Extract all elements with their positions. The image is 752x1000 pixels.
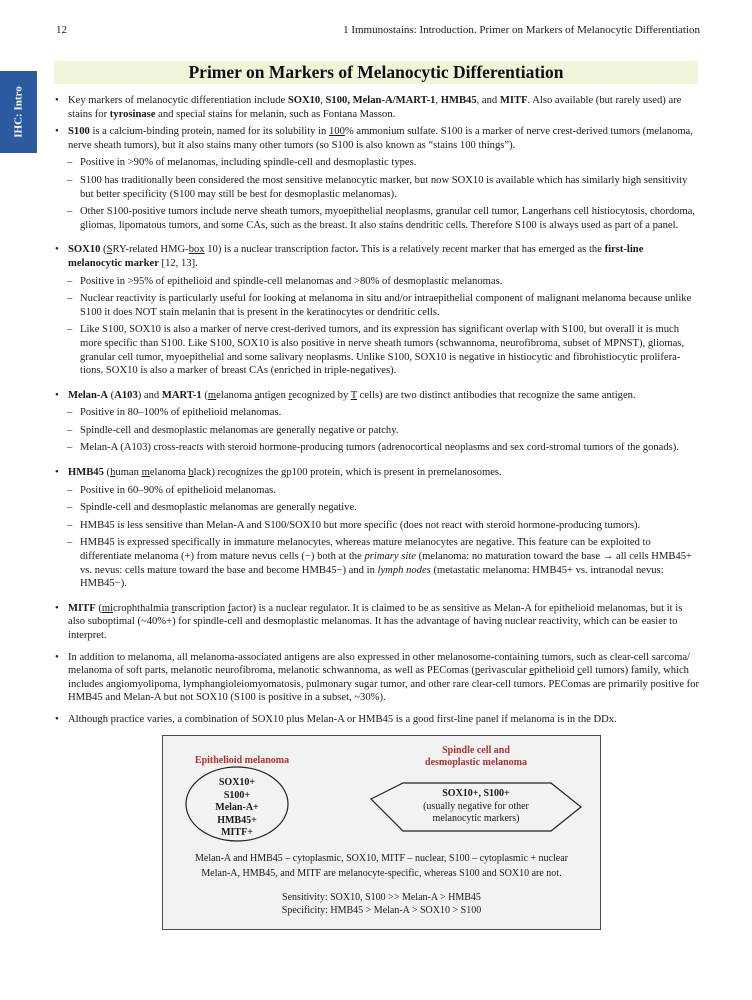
- sox10-subitem: – Nuclear reactivity is particularly useful for looking at melanoma in situ and/or intraepithelial component of malignant melanoma because unlike S100 it does NOT stain melanin that is present in the keratinocytes or dendritic cells.: [54, 292, 700, 319]
- melan-a-subitem: – Positive in 80–100% of epithelioid melanomas.: [54, 406, 700, 420]
- s100-subitem: – Other S100-positive tumors include nerve sheath tumors, myoepithelial neoplasms, granular cell tumor, Langerhans cell histiocytosis, chordoma, gliomas, lipomatous tumors, and some CAs, such as the breast. It also stains dendritic cells. Therefore S100 is always used as part of a panel.: [54, 205, 700, 232]
- sox10-subitem: – Positive in >95% of epithelioid and spindle-cell melanomas and >80% of desmoplastic melanomas.: [54, 275, 700, 289]
- hmb45-subitem: – HMB45 is expressed specifically in immature melanocytes, whereas mature melanocytes are negative. This feature can be exploited to differentiate melanoma (+) from mature nevus cells (−) both at the primary site (melanoma: no maturation toward the base → all cells HMB45+ vs. nevus: cells mature toward the base and become HMB45−) and in lymph nodes (metastatic melanoma: HMB45+ vs. intranodal nevus: HMB45−).: [54, 536, 700, 590]
- localization-note: Melan-A and HMB45 – cytoplasmic, SOX10, MITF – nuclear, S100 – cytoplasmic + nuclear Melan-A, HMB45, and MITF are melanocyte-specific, whereas S100 and SOX10 are not.: [195, 853, 568, 879]
- bullet-hmb45: • HMB45 (human melanoma black) recognizes the gp100 protein, which is present in premelanosomes.: [54, 466, 700, 480]
- s100-subitem: – Positive in >90% of melanomas, including spindle-cell and desmoplastic types.: [54, 156, 700, 170]
- bullet-key-markers: • Key markers of melanocytic differentiation include SOX10, S100, Melan-A/MART-1, HMB45, and MITF. Also available (but rarely used) are stains for tyrosinase and special stains for melanin, such as Fontana Masson.: [54, 94, 700, 121]
- hmb45-subitem: – HMB45 is less sensitive than Melan-A and S100/SOX10 but more specific (does not react with steroid hormone-producing tumors).: [54, 519, 700, 533]
- bullet-panel: • Although practice varies, a combination of SOX10 plus Melan-A or HMB45 is a good first-line panel if melanoma is in the DDx.: [54, 713, 700, 727]
- hmb45-subitem: – Spindle-cell and desmoplastic melanomas are generally negative.: [54, 501, 700, 515]
- marker-item: S100+: [223, 789, 251, 801]
- page-number: 12: [56, 24, 67, 36]
- sensitivity-specificity: Sensitivity: SOX10, S100 >> Melan-A > HMB45 Specificity: HMB45 > Melan-A > SOX10 > S100: [281, 892, 482, 916]
- summary-figure: [162, 735, 601, 930]
- section-side-tab[interactable]: [0, 71, 37, 153]
- epithelioid-markers: [197, 777, 277, 840]
- page-title: Primer on Markers of Melanocytic Differentiation: [188, 62, 564, 82]
- marker-item: MITF+: [221, 827, 253, 838]
- sox10-subitem: – Like S100, SOX10 is also a marker of nerve crest-derived tumors, and its expression has significant overlap with S100, but overall it is much more specific than S100. Like S100, SOX10 is also positive in nerve sheath tumors (schwannoma, neurofibroma, subset of MPNST), gliomas, granular cell tumor, myoepithelial and some salivary neoplasms. Unlike S100, SOX10 is negative in histiocytic and fibrohistiocytic prolifera-tions. SOX10 is also a marker of breast CAs (enriched in triple-negatives).: [54, 323, 700, 377]
- title-band: [54, 61, 698, 84]
- main-content: [54, 94, 700, 731]
- running-head: 1 Immunostains: Introduction. Primer on Markers of Melanocytic Differentiation: [343, 24, 700, 36]
- bullet-mitf: • MITF (microphthalmia transcription factor) is a nuclear regulator. It is claimed to be as sensitive as Melan-A for epithelioid melanomas, but it is also suboptimal (~40%+) for spindle-cell and desmoplastic melanomas. It has the advantage of having nuclear reactivity, which can be easier to interpret.: [54, 602, 700, 643]
- side-tab-label: IHC: Intro: [12, 86, 25, 138]
- marker-item: SOX10+: [218, 777, 256, 788]
- page-header: [56, 24, 700, 38]
- hmb45-subitem: – Positive in 60–90% of epithelioid melanomas.: [54, 484, 700, 498]
- s100-subitem: – S100 has traditionally been considered the most sensitive melanocytic marker, but now SOX10 is available which has similarly high sensitivity but better specificity (S100 may still be best for desmoplastic melanomas).: [54, 174, 700, 201]
- bullet-s100: • S100 is a calcium-binding protein, named for its solubility in 100% ammonium sulfate. S100 is a marker of nerve crest-derived tumors (melanoma, nerve sheath tumors), but it also stains many other tumors (so S100 is also known as “stains 100 things”).: [54, 125, 700, 152]
- marker-item: Melan-A+: [215, 802, 259, 813]
- marker-item: HMB45+: [217, 814, 257, 826]
- melan-a-subitem: – Melan-A (A103) cross-reacts with steroid hormone-producing tumors (adrenocortical neoplasms and sex cord-stromal tumors of the gonads).: [54, 441, 700, 455]
- melan-a-subitem: – Spindle-cell and desmoplastic melanomas are generally negative or patchy.: [54, 424, 700, 438]
- spindle-title: Spindle cell and desmoplastic melanoma: [425, 745, 527, 768]
- bullet-sox10: • SOX10 (SRY-related HMG-box 10) is a nuclear transcription factor. This is a relatively recent marker that has emerged as the first-line melanocytic marker [12, 13].: [54, 243, 700, 270]
- bullet-pecomas: • In addition to melanoma, all melanoma-associated antigens are also expressed in other melanosome-containing tumors, such as clear-cell sarcoma/ melanoma of soft parts, melanotic neurofibroma, melanotic schwannoma, as well as PEComas (perivascular epithelioid cell tumors) family, which includes angiomyolipoma, lymphangioleiomyomatosis, pulmonary sugar tumor, and other rare clear-cell tumors. PEComas are primarily positive for HMB45 and Melan-A but not SOX10 (S100 is positive in a subset, ~30%).: [54, 651, 700, 705]
- spindle-markers: SOX10+, S100+ (usually negative for other melanocytic markers): [423, 788, 529, 824]
- epithelioid-title: Epithelioid melanoma: [194, 755, 290, 766]
- bullet-melan-a: • Melan-A (A103) and MART-1 (melanoma antigen recognized by T cells) are two distinct antibodies that recognize the same antigen.: [54, 389, 700, 403]
